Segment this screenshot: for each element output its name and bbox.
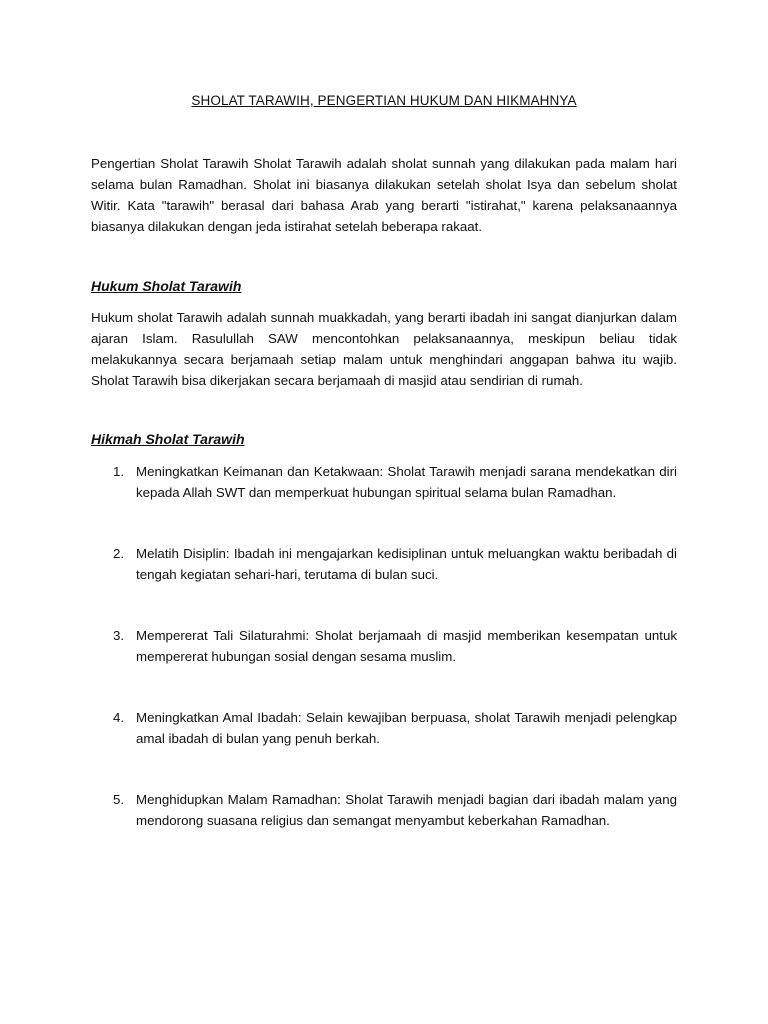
hukum-heading: Hukum Sholat Tarawih (91, 278, 242, 294)
list-item (91, 707, 677, 749)
document-title: SHOLAT TARAWIH, PENGERTIAN HUKUM DAN HIKMAHNYA (191, 93, 577, 108)
hukum-paragraph: Hukum sholat Tarawih adalah sunnah muakkadah, yang berarti ibadah ini sangat dianjurkan dalam ajaran Islam. Rasulullah SAW mencontohkan pelaksanaannya, meskipun beliau tidak melakukannya secara berjamaah setiap malam untuk menghindari anggapan bahwa itu wajib. Sholat Tarawih bisa dikerjakan secara berjamaah di masjid atau sendirian di rumah. (91, 310, 677, 388)
list-number: 1. (113, 464, 125, 479)
list-item (91, 789, 677, 831)
list-item (91, 625, 677, 667)
list-item-text: Menghidupkan Malam Ramadhan: Sholat Tarawih menjadi bagian dari ibadah malam yang mendorong suasana religius dan semangat menyambut keberkahan Ramadhan. (136, 792, 677, 828)
list-item-text: Melatih Disiplin: Ibadah ini mengajarkan kedisiplinan untuk meluangkan waktu beribadah di tengah kegiatan sehari-hari, terutama di bulan suci. (136, 546, 677, 582)
list-item-text: Meningkatkan Amal Ibadah: Selain kewajiban berpuasa, sholat Tarawih menjadi pelengkap amal ibadah di bulan yang penuh berkah. (136, 710, 677, 746)
hikmah-heading: Hikmah Sholat Tarawih (91, 431, 245, 447)
list-item-text: Meningkatkan Keimanan dan Ketakwaan: Sholat Tarawih menjadi sarana mendekatkan diri kepada Allah SWT dan memperkuat hubungan spiritual selama bulan Ramadhan. (136, 464, 677, 500)
list-item-text: Mempererat Tali Silaturahmi: Sholat berjamaah di masjid memberikan kesempatan untuk mempererat hubungan sosial dengan sesama muslim. (136, 628, 677, 664)
hikmah-list (91, 461, 677, 871)
list-number: 4. (113, 710, 125, 725)
list-number: 5. (113, 792, 125, 807)
intro-paragraph: Pengertian Sholat Tarawih Sholat Tarawih adalah sholat sunnah yang dilakukan pada malam hari selama bulan Ramadhan. Sholat ini biasanya dilakukan setelah sholat Isya dan sebelum sholat Witir. Kata "tarawih" berasal dari bahasa Arab yang berarti "istirahat," karena pelaksanaannya biasanya dilakukan dengan jeda istirahat setelah beberapa rakaat. (91, 156, 677, 234)
list-item (91, 543, 677, 585)
list-number: 3. (113, 628, 125, 643)
list-item (91, 461, 677, 503)
list-number: 2. (113, 546, 125, 561)
